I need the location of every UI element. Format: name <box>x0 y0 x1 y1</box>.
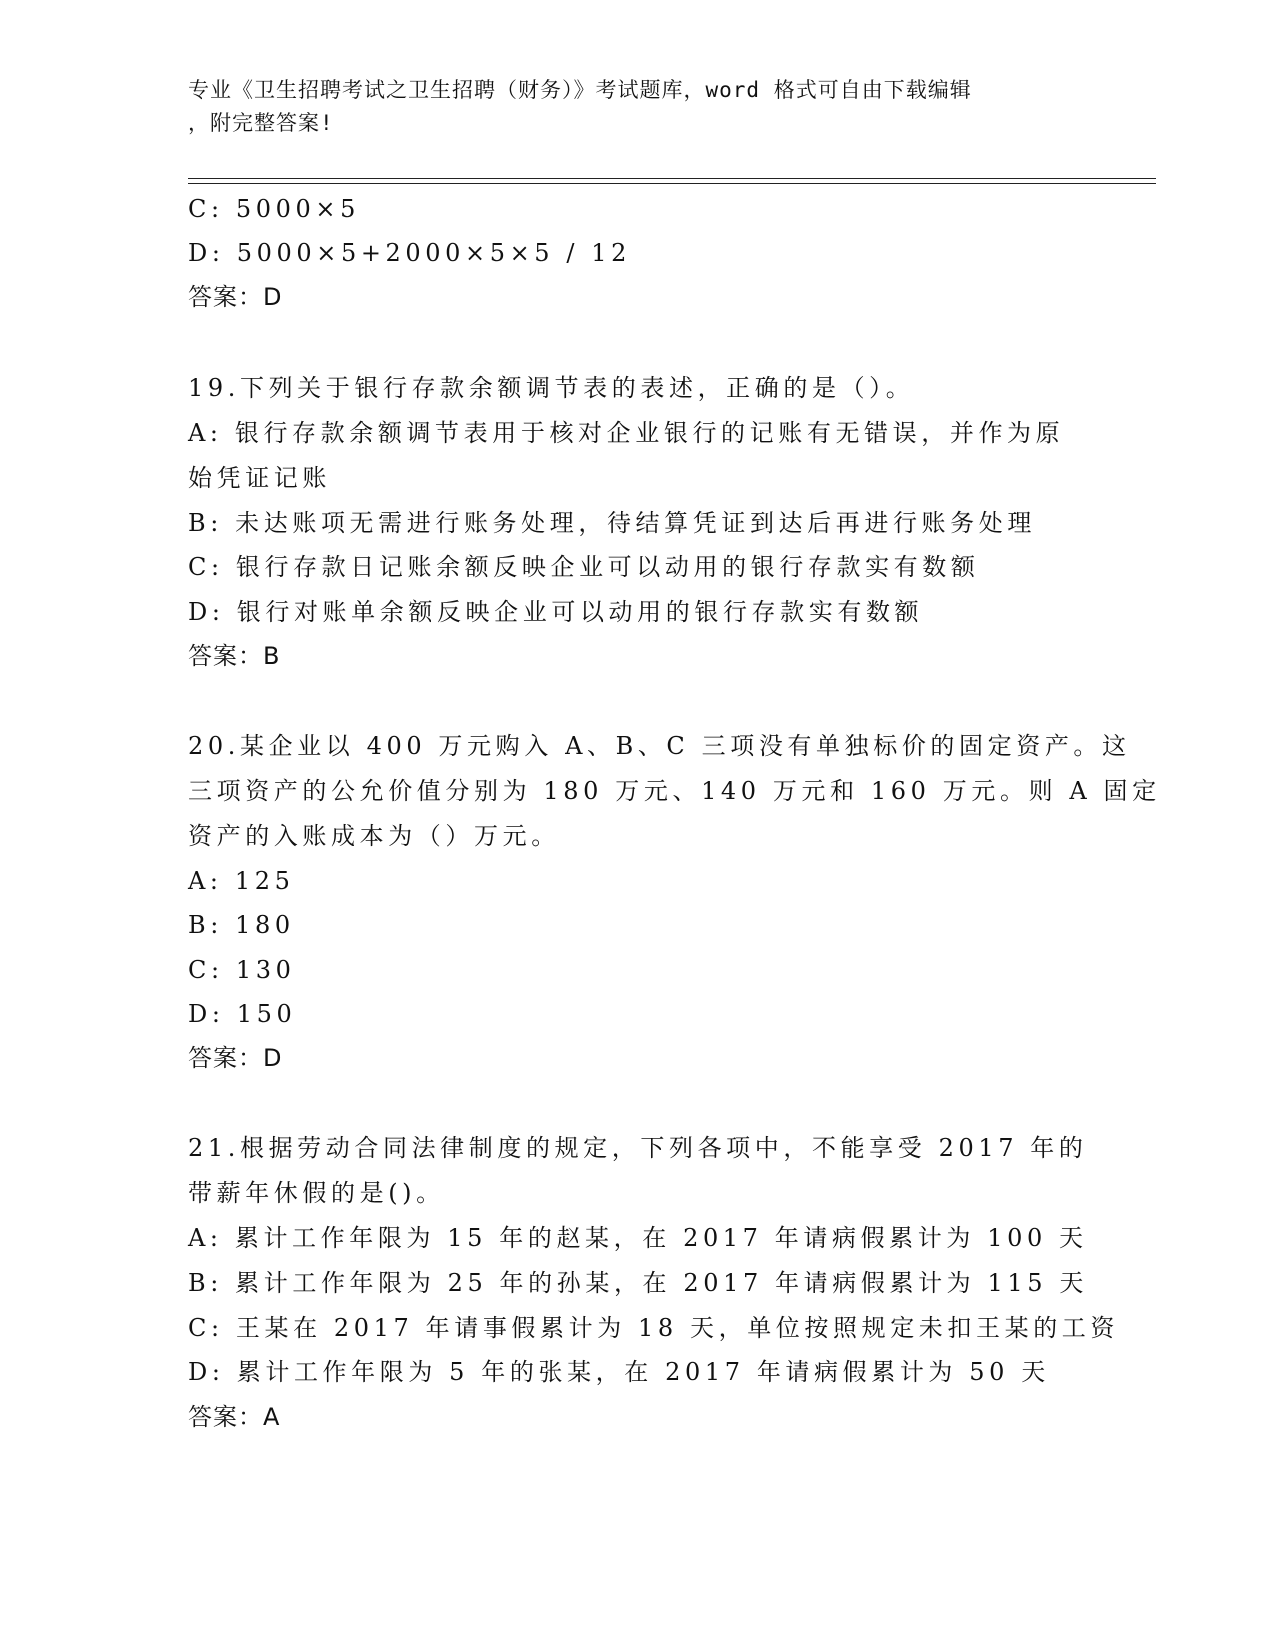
header-line-2: ，附完整答案! <box>188 111 334 135</box>
q19-option-a: A: 银行存款余额调节表用于核对企业银行的记账有无错误，并作为原 <box>188 419 1065 447</box>
q20-stem: 20.某企业以 400 万元购入 A、B、C 三项没有单独标价的固定资产。这 <box>188 732 1131 760</box>
header-divider-bottom <box>188 183 1156 184</box>
q20-stem-continued-1: 三项资产的公允价值分别为 180 万元、140 万元和 160 万元。则 A 固定 <box>188 777 1161 805</box>
q21-option-a: A: 累计工作年限为 15 年的赵某，在 2017 年请病假累计为 100 天 <box>188 1224 1088 1252</box>
q20-answer: 答案：D <box>188 1044 283 1072</box>
q21-stem: 21.根据劳动合同法律制度的规定，下列各项中，不能享受 2017 年的 <box>188 1134 1088 1162</box>
prev-answer: 答案：D <box>188 283 283 311</box>
prev-option-d: D: 5000×5+2000×5×5 / 12 <box>188 239 632 267</box>
header-line-1: 专业《卫生招聘考试之卫生招聘（财务）》考试题库，word 格式可自由下载编辑 <box>188 78 972 102</box>
q19-option-d: D: 银行对账单余额反映企业可以动用的银行存款实有数额 <box>188 598 924 626</box>
q19-option-a-continued: 始凭证记账 <box>188 464 331 492</box>
document-header <box>188 74 1088 140</box>
q20-option-b: B: 180 <box>188 911 295 939</box>
q19-answer: 答案：B <box>188 642 281 670</box>
q21-option-c: C: 王某在 2017 年请事假累计为 18 天，单位按照规定未扣王某的工资 <box>188 1314 1120 1342</box>
q19-option-b: B: 未达账项无需进行账务处理，待结算凭证到达后再进行账务处理 <box>188 509 1036 537</box>
header-divider-top <box>188 178 1156 179</box>
q20-option-a: A: 125 <box>188 867 295 895</box>
q20-option-c: C: 130 <box>188 956 296 984</box>
q20-option-d: D: 150 <box>188 1000 297 1028</box>
q21-stem-continued: 带薪年休假的是()。 <box>188 1179 445 1207</box>
q21-answer: 答案：A <box>188 1403 281 1431</box>
q21-option-d: D: 累计工作年限为 5 年的张某，在 2017 年请病假累计为 50 天 <box>188 1358 1050 1386</box>
prev-option-c: C: 5000×5 <box>188 195 360 223</box>
q19-stem: 19.下列关于银行存款余额调节表的表述，正确的是（）。 <box>188 374 915 402</box>
q20-stem-continued-2: 资产的入账成本为（）万元。 <box>188 822 560 850</box>
q21-option-b: B: 累计工作年限为 25 年的孙某，在 2017 年请病假累计为 115 天 <box>188 1269 1088 1297</box>
q19-option-c: C: 银行存款日记账余额反映企业可以动用的银行存款实有数额 <box>188 553 980 581</box>
